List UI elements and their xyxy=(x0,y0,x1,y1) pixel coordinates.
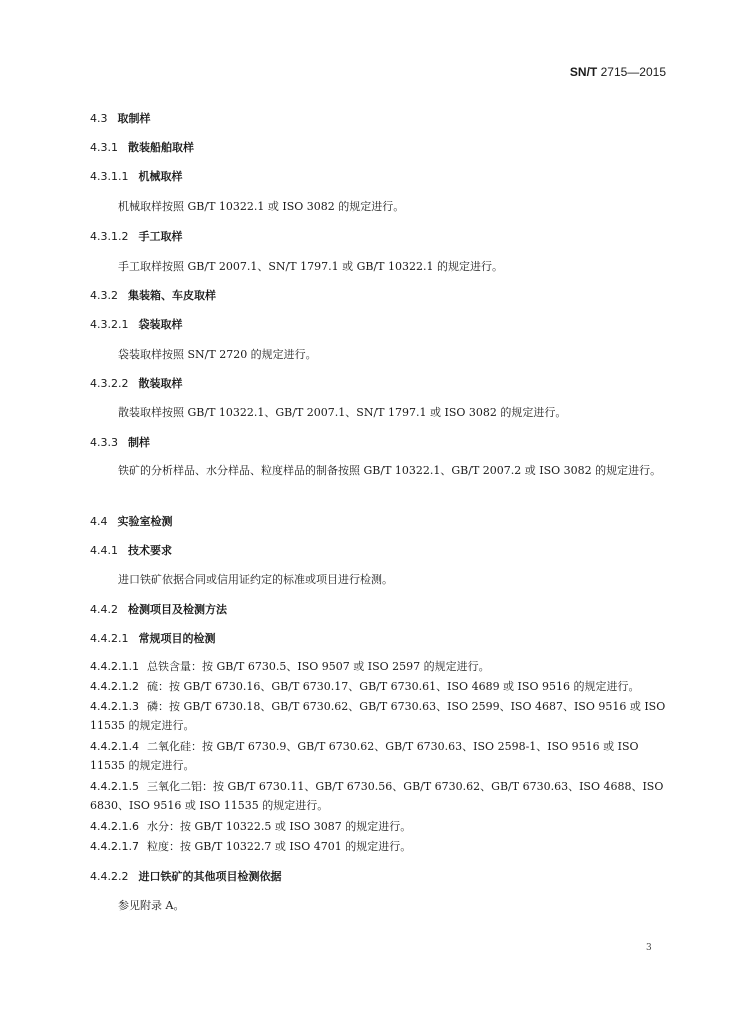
heading-number: 4.4.1 xyxy=(90,544,118,557)
standard-number xyxy=(570,65,666,79)
heading-number: 4.3.2.2 xyxy=(90,377,129,390)
heading-4-4 xyxy=(90,513,173,529)
paragraph-mechanical-sampling: 机械取样按照 GB/T 10322.1 或 ISO 3082 的规定进行。 xyxy=(118,200,405,213)
heading-4-3-1-1 xyxy=(90,168,182,184)
heading-title: 常规项目的检测 xyxy=(138,632,216,645)
heading-number: 4.3.2 xyxy=(90,289,118,302)
heading-title: 取制样 xyxy=(117,112,151,125)
paragraph-manual-sampling: 手工取样按照 GB/T 2007.1、SN/T 1797.1 或 GB/T 10322.1 的规定进行。 xyxy=(118,260,503,273)
item-number: 4.4.2.1.2 xyxy=(90,680,139,693)
item-number: 4.4.2.1.7 xyxy=(90,840,139,853)
page-number: 3 xyxy=(646,943,652,953)
item-text: 水分：按 GB/T 10322.5 或 ISO 3087 的规定进行。 xyxy=(146,820,412,833)
heading-4-3-1 xyxy=(90,139,194,155)
heading-title: 制样 xyxy=(128,436,150,449)
list-item-total-iron xyxy=(90,657,668,676)
heading-number: 4.4.2.1 xyxy=(90,632,129,645)
heading-4-4-1 xyxy=(90,542,172,558)
paragraph-sample-preparation: 铁矿的分析样品、水分样品、粒度样品的制备按照 GB/T 10322.1、GB/T 2007.2 或 ISO 3082 的规定进行。 xyxy=(118,464,662,477)
item-text: 磷：按 GB/T 6730.18、GB/T 6730.62、GB/T 6730.63、ISO 2599、ISO 4687、ISO 9516 或 ISO 11535 的规定进行。 xyxy=(90,700,666,732)
heading-title: 集装箱、车皮取样 xyxy=(128,289,216,302)
heading-number: 4.4.2.2 xyxy=(90,870,129,883)
list-item-phosphorus xyxy=(90,697,668,735)
heading-title: 散装船舶取样 xyxy=(128,141,194,154)
heading-title: 进口铁矿的其他项目检测依据 xyxy=(138,870,282,883)
heading-4-3-1-2 xyxy=(90,228,182,244)
heading-4-3-2 xyxy=(90,287,216,303)
heading-title: 检测项目及检测方法 xyxy=(128,603,227,616)
paragraph-technical-requirements: 进口铁矿依据合同或信用证约定的标准或项目进行检测。 xyxy=(118,573,393,586)
standard-code: SN/T xyxy=(569,65,598,79)
heading-title: 实验室检测 xyxy=(117,515,173,528)
item-text: 总铁含量：按 GB/T 6730.5、ISO 9507 或 ISO 2597 的规定进行。 xyxy=(146,660,490,673)
heading-title: 手工取样 xyxy=(138,230,183,243)
heading-title: 散装取样 xyxy=(138,377,183,390)
item-text: 粒度：按 GB/T 10322.7 或 ISO 4701 的规定进行。 xyxy=(146,840,412,853)
heading-title: 技术要求 xyxy=(128,544,172,557)
item-number: 4.4.2.1.4 xyxy=(90,740,139,753)
item-number: 4.4.2.1.6 xyxy=(90,820,139,833)
heading-number: 4.4 xyxy=(90,515,108,528)
list-item-particle-size xyxy=(90,837,668,856)
item-number: 4.4.2.1.3 xyxy=(90,700,139,713)
heading-4-4-2-1 xyxy=(90,630,215,646)
paragraph-bulk-sampling: 散装取样按照 GB/T 10322.1、GB/T 2007.1、SN/T 1797.1 或 ISO 3082 的规定进行。 xyxy=(118,406,567,419)
list-item-sulfur xyxy=(90,677,668,696)
item-text: 三氧化二铝：按 GB/T 6730.11、GB/T 6730.56、GB/T 6730.62、GB/T 6730.63、ISO 4688、ISO 6830、ISO 9516 或 ISO 11535 的规定进行。 xyxy=(90,780,664,812)
heading-4-4-2-2 xyxy=(90,868,281,884)
item-text: 二氧化硅：按 GB/T 6730.9、GB/T 6730.62、GB/T 6730.63、ISO 2598-1、ISO 9516 或 ISO 11535 的规定进行。 xyxy=(90,740,639,772)
heading-4-3-2-2 xyxy=(90,375,182,391)
heading-title: 机械取样 xyxy=(138,170,183,183)
list-item-alumina xyxy=(90,777,668,815)
heading-4-3 xyxy=(90,110,151,126)
heading-number: 4.3.1.2 xyxy=(90,230,129,243)
heading-4-3-3 xyxy=(90,434,150,450)
heading-number: 4.3 xyxy=(90,112,108,125)
list-item-moisture xyxy=(90,817,668,836)
heading-number: 4.3.1.1 xyxy=(90,170,129,183)
list-item-silica xyxy=(90,737,668,775)
heading-4-4-2 xyxy=(90,601,227,617)
heading-4-3-2-1 xyxy=(90,316,182,332)
item-number: 4.4.2.1.1 xyxy=(90,660,139,673)
heading-number: 4.4.2 xyxy=(90,603,118,616)
paragraph-bag-sampling: 袋装取样按照 SN/T 2720 的规定进行。 xyxy=(118,348,317,361)
paragraph-annex-reference: 参见附录 A。 xyxy=(118,899,185,912)
heading-number: 4.3.1 xyxy=(90,141,118,154)
heading-number: 4.3.2.1 xyxy=(90,318,129,331)
item-number: 4.4.2.1.5 xyxy=(90,780,139,793)
item-text: 硫：按 GB/T 6730.16、GB/T 6730.17、GB/T 6730.61、ISO 4689 或 ISO 9516 的规定进行。 xyxy=(146,680,640,693)
standard-year: 2715—2015 xyxy=(600,65,666,79)
heading-title: 袋装取样 xyxy=(138,318,183,331)
heading-number: 4.3.3 xyxy=(90,436,118,449)
